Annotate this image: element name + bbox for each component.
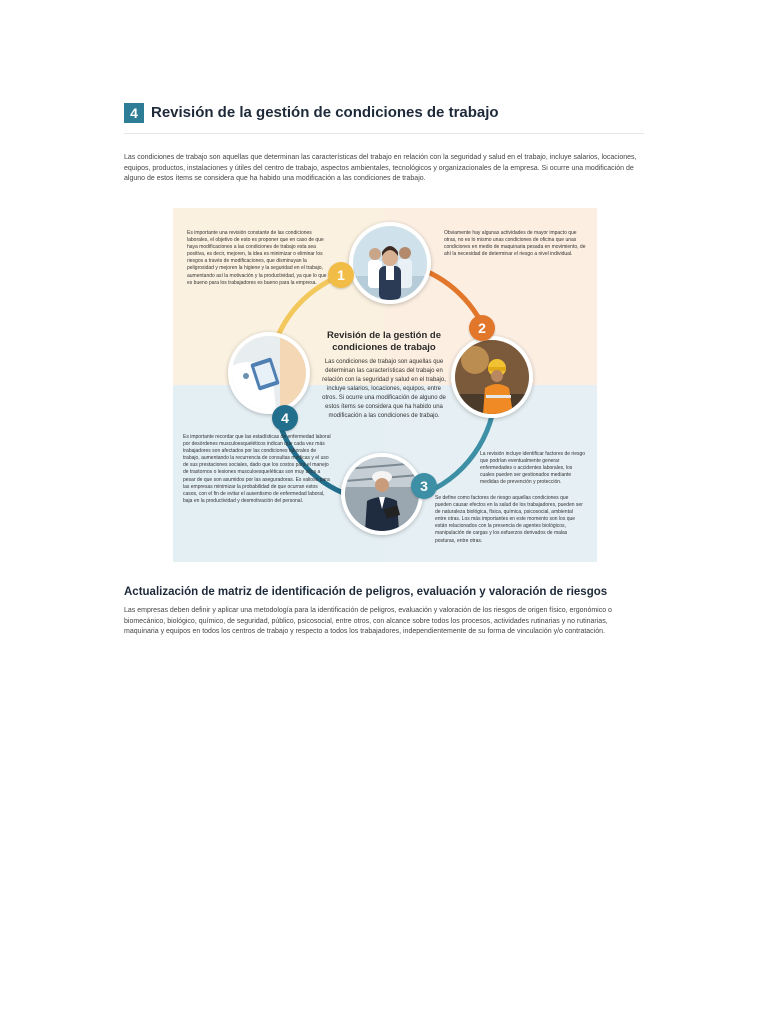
step-4-badge: 4 xyxy=(272,405,298,431)
section-number-badge: 4 xyxy=(124,103,144,123)
photo-medical-team xyxy=(349,222,431,304)
photo-engineer-tablet xyxy=(341,453,423,535)
step-3-badge: 3 xyxy=(411,473,437,499)
photo-doctor-clipboard xyxy=(228,332,310,414)
step-4-text: Es importante recordar que las estadísticas de enfermedad laboral por desórdenes musculoesqueléticos indican que cada vez más trabajadores son afectados por las condiciones laborales de trabajo, aumentando la recurrencia de consultas médicas y el uso de sus prestaciones sociales, dado que los costos para el manejo de trastornos o lesiones musculoesqueléticas son muy altos a pesar de que son asumidos por las aseguradoras. Es valioso para las empresas minimizar la probabilidad de que ocurran estos casos, con el fin de evitar el ausentismo de enfermedad laboral, baja en la productividad y desmotivación del personal. xyxy=(183,434,331,504)
subsection-body: Las empresas deben definir y aplicar una metodología para la identificación de peligros, evaluación y valoración de los riesgos de origen físico, ergonómico o biomecánico, biológico, químico, de seguridad, público, psicosocial, entre otros, con alcance sobre todos los procesos, actividades rutinarias y no rutinarias, maquinaria y equipos en todos los centros de trabajo y respecto a todos los trabajadores, independientemente de su forma de vinculación y/o contratación. xyxy=(124,607,612,635)
step-2-badge: 2 xyxy=(469,315,495,341)
step-1-badge: 1 xyxy=(328,262,354,288)
section-header xyxy=(124,103,644,134)
section-intro-paragraph: Las condiciones de trabajo son aquellas que determinan las características del trabajo en relación con la seguridad y salud en el trabajo, incluye salarios, locaciones, equipos, productos, instalaciones y útiles del centro de trabajo, aspectos ambientales, tecnológicos y organizacionales de la empresa. Si ocurre una modificación de alguno de estos ítems se considera que ha habido una modificación a las condiciones de trabajo. xyxy=(124,154,637,182)
infographic xyxy=(173,208,597,562)
step-3-text: La revisión incluye identificar factores de riesgo que podrían eventualmente generar enfermedades o accidentes laborales, los cuales pueden ser gestionados mediante medidas de prevención y protección. xyxy=(480,451,586,486)
step-1-text: Es importante una revisión constante de las condiciones laborales, el objetivo de esto es proponer que en caso de que haya modificaciones a las condiciones de trabajo esta sea positiva, es decir, mejoren, la idea es minimizar o eliminar los riesgos a través de modificaciones, que disminuyan la peligrosidad y mejoren la higiene y la seguridad en el trabajo, aumentando así la motivación y la productividad, ya que lo que es bueno para los trabajadores es bueno para la empresa. xyxy=(187,230,327,286)
infographic-center-title: Revisión de la gestión de condiciones de trabajo xyxy=(326,330,442,353)
photo-industrial-worker xyxy=(451,336,533,418)
step-2-text: Obviamente hay algunas actividades de mayor impacto que otras, no es lo mismo unas condiciones de oficina que unas condiciones en medio de maquinaria pesada en movimiento, de ahí la necesidad de determinar el riesgo a nivel individual. xyxy=(444,230,586,258)
infographic-center-body: Las condiciones de trabajo son aquellas que determinan las características del trabajo en relación con la seguridad y salud en el trabajo, incluye salarios, locaciones, equipos, entre otros. Si ocurre una modificación de alguno de estos ítems se considera que ha habido una modificación a las condiciones de trabajo. xyxy=(322,359,446,419)
step-3-text-secondary: Se define como factores de riesgo aquellas condiciones que pueden causar efectos en la salud de los trabajadores, pueden ser de naturaleza biológica, física, química, psicosocial, ambiental entre otras. Los más importantes en este momento son los que están relacionados con la presencia de agentes biológicos, manipulación de cargas y los esfuerzos derivados de malas posturas, entre otras. xyxy=(435,495,583,544)
subsection-title: Actualización de matriz de identificación de peligros, evaluación y valoración de riesgos xyxy=(124,586,608,598)
section-title: Revisión de la gestión de condiciones de trabajo xyxy=(151,104,499,121)
